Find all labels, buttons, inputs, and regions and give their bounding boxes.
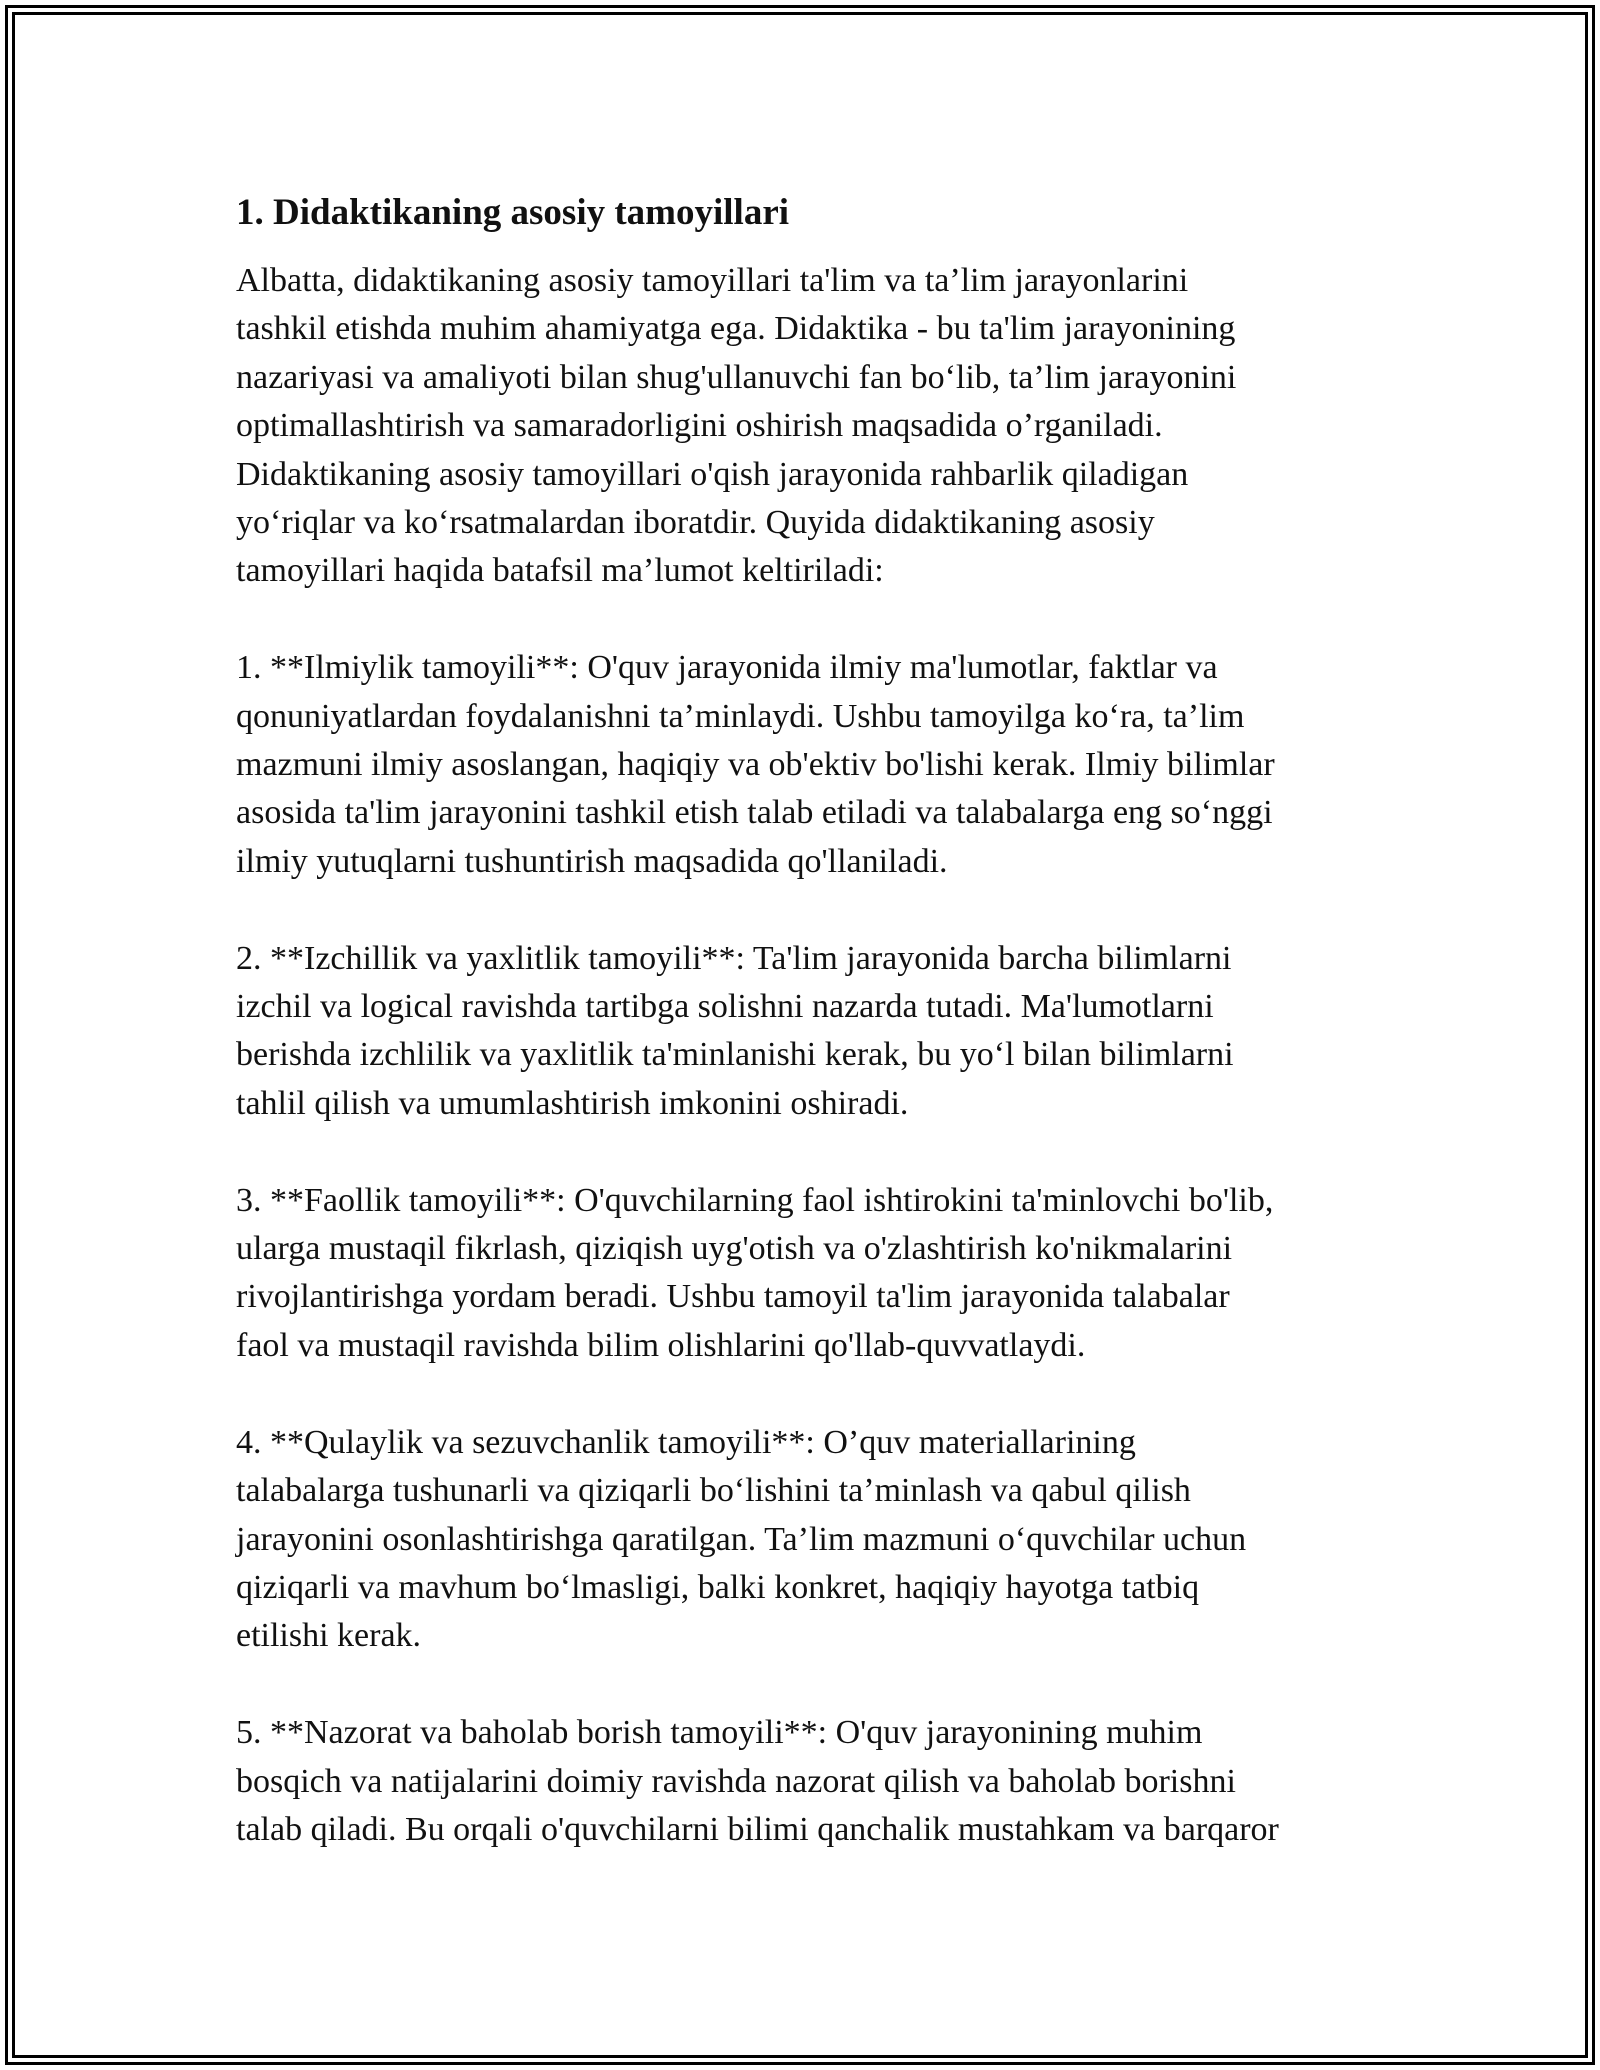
paragraph-gap — [236, 886, 1396, 934]
principle-4-paragraph: 4. **Qulaylik va sezuvchanlik tamoyili**: O’quv materiallarining talabalarga tushunarli va qiziqarli bo‘lishini ta’minlash va qabul qilish jarayonini osonlashtirishga qaratilgan. Ta’lim mazmuni o‘quvchilar uchun qiziqarli va mavhum bo‘lmasligi, balki konkret, haqiqiy hayotga tatbiq etilishi kerak. — [236, 1423, 1247, 1655]
paragraph-gap — [236, 1661, 1396, 1709]
document-body — [236, 185, 1396, 1854]
principle-1-paragraph: 1. **Ilmiylik tamoyili**: O'quv jarayonida ilmiy ma'lumotlar, faktlar va qonuniyatlardan foydalanishni ta’minlaydi. Ushbu tamoyilga ko‘ra, ta’lim mazmuni ilmiy asoslangan, haqiqiy va ob'ektiv bo'lishi kerak. Ilmiy bilimlar asosida ta'lim jarayonini tashkil etish talab etiladi va talabalarga eng so‘nggi ilmiy yutuqlarni tushuntirish maqsadida qo'llaniladi. — [236, 649, 1275, 880]
principle-5-paragraph: 5. **Nazorat va baholab borish tamoyili**: O'quv jarayonining muhim bosqich va natijalarini doimiy ravishda nazorat qilish va baholab borishni talab qiladi. Bu orqali o'quvchilarni bilimi qanchalik mustahkam va barqaror — [236, 1714, 1279, 1848]
paragraph-gap — [236, 1370, 1396, 1418]
paragraph-gap — [236, 1128, 1396, 1176]
principle-3-paragraph: 3. **Faollik tamoyili**: O'quvchilarning faol ishtirokini ta'minlovchi bo'lib, ularga mustaqil fikrlash, qiziqish uyg'otish va o'zlashtirish ko'nikmalarini rivojlantirishga yordam beradi. Ushbu tamoyil ta'lim jarayonida talabalar faol va mustaqil ravishda bilim olishlarini qo'llab-quvvatlaydi. — [236, 1181, 1274, 1364]
document-title: 1. Didaktikaning asosiy tamoyillari — [236, 192, 790, 233]
intro-paragraph: Albatta, didaktikaning asosiy tamoyillari ta'lim va ta’lim jarayonlarini tashkil etishda muhim ahamiyatga ega. Didaktika - bu ta'lim jarayonining nazariyasi va amaliyoti bilan shug'ullanuvchi fan bo‘lib, ta’lim jarayonini optimallashtirish va samaradorligini oshirish maqsadida o’rganiladi. Didaktikaning asosiy tamoyillari o'qish jarayonida rahbarlik qiladigan yo‘riqlar va ko‘rsatmalardan iboratdir. Quyida didaktikaning asosiy tamoyillari haqida batafsil ma’lumot keltiriladi: — [236, 262, 1237, 590]
principle-2-paragraph: 2. **Izchillik va yaxlitlik tamoyili**: Ta'lim jarayonida barcha bilimlarni izchil va logical ravishda tartibga solishni nazarda tutadi. Ma'lumotlarni berishda izchlilik va yaxlitlik ta'minlanishi kerak, bu yo‘l bilan bilimlarni tahlil qilish va umumlashtirish imkonini oshiradi. — [236, 939, 1234, 1122]
paragraph-gap — [236, 596, 1396, 644]
